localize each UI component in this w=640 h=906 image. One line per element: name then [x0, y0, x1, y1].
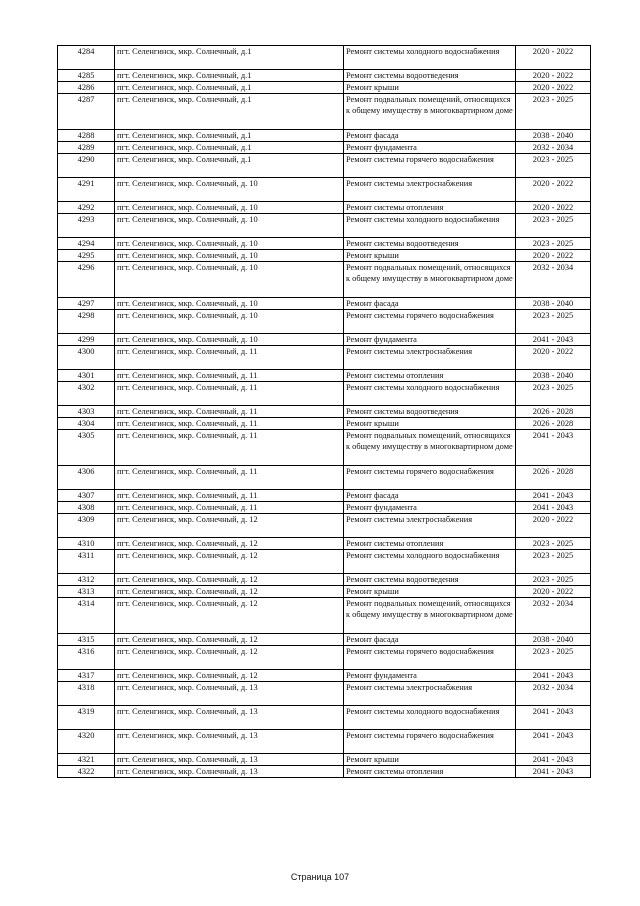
- table-row: [58, 502, 591, 514]
- cell-num: 4302: [58, 382, 115, 406]
- cell-work: Ремонт системы водоотведения: [344, 238, 516, 250]
- cell-period: 2020 - 2022: [516, 346, 591, 370]
- cell-period: 2041 - 2043: [516, 706, 591, 730]
- table-row: [58, 154, 591, 178]
- cell-address: пгт. Селенгинск, мкр. Солнечный, д. 12: [115, 598, 344, 634]
- cell-address: пгт. Селенгинск, мкр. Солнечный, д.1: [115, 130, 344, 142]
- table-row: [58, 766, 591, 778]
- cell-address: пгт. Селенгинск, мкр. Солнечный, д. 13: [115, 730, 344, 754]
- cell-period: 2020 - 2022: [516, 70, 591, 82]
- cell-num: 4293: [58, 214, 115, 238]
- cell-work: Ремонт крыши: [344, 418, 516, 430]
- table-row: [58, 370, 591, 382]
- table-row: [58, 514, 591, 538]
- cell-num: 4297: [58, 298, 115, 310]
- cell-period: 2026 - 2028: [516, 466, 591, 490]
- cell-work: Ремонт системы электроснабжения: [344, 514, 516, 538]
- cell-address: пгт. Селенгинск, мкр. Солнечный, д. 12: [115, 646, 344, 670]
- table-row: [58, 178, 591, 202]
- cell-address: пгт. Селенгинск, мкр. Солнечный, д. 11: [115, 370, 344, 382]
- table-row: [58, 406, 591, 418]
- table-row: [58, 298, 591, 310]
- cell-work: Ремонт системы холодного водоснабжения: [344, 382, 516, 406]
- page-number: Страница 107: [290, 872, 350, 882]
- cell-num: 4320: [58, 730, 115, 754]
- cell-address: пгт. Селенгинск, мкр. Солнечный, д. 10: [115, 250, 344, 262]
- cell-address: пгт. Селенгинск, мкр. Солнечный, д. 11: [115, 430, 344, 466]
- cell-num: 4303: [58, 406, 115, 418]
- cell-num: 4286: [58, 82, 115, 94]
- cell-period: 2020 - 2022: [516, 514, 591, 538]
- cell-period: 2041 - 2043: [516, 766, 591, 778]
- cell-num: 4314: [58, 598, 115, 634]
- table-row: [58, 46, 591, 70]
- cell-address: пгт. Селенгинск, мкр. Солнечный, д. 13: [115, 706, 344, 730]
- cell-address: пгт. Селенгинск, мкр. Солнечный, д. 10: [115, 262, 344, 298]
- cell-address: пгт. Селенгинск, мкр. Солнечный, д. 12: [115, 550, 344, 574]
- cell-num: 4306: [58, 466, 115, 490]
- cell-num: 4310: [58, 538, 115, 550]
- table-row: [58, 490, 591, 502]
- cell-num: 4315: [58, 634, 115, 646]
- cell-period: 2038 - 2040: [516, 298, 591, 310]
- cell-num: 4313: [58, 586, 115, 598]
- cell-period: 2032 - 2034: [516, 262, 591, 298]
- cell-work: Ремонт системы электроснабжения: [344, 178, 516, 202]
- cell-period: 2038 - 2040: [516, 634, 591, 646]
- cell-address: пгт. Селенгинск, мкр. Солнечный, д. 13: [115, 754, 344, 766]
- cell-address: пгт. Селенгинск, мкр. Солнечный, д. 12: [115, 514, 344, 538]
- cell-period: 2023 - 2025: [516, 154, 591, 178]
- cell-work: Ремонт системы горячего водоснабжения: [344, 310, 516, 334]
- cell-num: 4287: [58, 94, 115, 130]
- cell-work: Ремонт крыши: [344, 82, 516, 94]
- cell-num: 4304: [58, 418, 115, 430]
- cell-work: Ремонт системы холодного водоснабжения: [344, 46, 516, 70]
- cell-period: 2023 - 2025: [516, 238, 591, 250]
- table-body: [58, 46, 591, 778]
- cell-work: Ремонт фундамента: [344, 502, 516, 514]
- cell-period: 2026 - 2028: [516, 418, 591, 430]
- cell-address: пгт. Селенгинск, мкр. Солнечный, д.1: [115, 82, 344, 94]
- table-row: [58, 82, 591, 94]
- works-table-container: [57, 45, 590, 778]
- cell-work: Ремонт фундамента: [344, 670, 516, 682]
- cell-period: 2020 - 2022: [516, 250, 591, 262]
- cell-work: Ремонт фундамента: [344, 142, 516, 154]
- cell-address: пгт. Селенгинск, мкр. Солнечный, д. 10: [115, 238, 344, 250]
- cell-num: 4288: [58, 130, 115, 142]
- table-row: [58, 538, 591, 550]
- cell-period: 2032 - 2034: [516, 142, 591, 154]
- cell-address: пгт. Селенгинск, мкр. Солнечный, д.1: [115, 94, 344, 130]
- cell-num: 4292: [58, 202, 115, 214]
- cell-address: пгт. Селенгинск, мкр. Солнечный, д. 10: [115, 298, 344, 310]
- cell-address: пгт. Селенгинск, мкр. Солнечный, д. 10: [115, 334, 344, 346]
- cell-num: 4298: [58, 310, 115, 334]
- table-row: [58, 250, 591, 262]
- cell-work: Ремонт системы холодного водоснабжения: [344, 550, 516, 574]
- table-row: [58, 130, 591, 142]
- cell-work: Ремонт подвальных помещений, относящихся к общему имуществу в многоквартирном доме: [344, 430, 516, 466]
- cell-num: 4317: [58, 670, 115, 682]
- table-row: [58, 466, 591, 490]
- cell-address: пгт. Селенгинск, мкр. Солнечный, д. 12: [115, 574, 344, 586]
- table-row: [58, 730, 591, 754]
- cell-address: пгт. Селенгинск, мкр. Солнечный, д. 10: [115, 202, 344, 214]
- cell-address: пгт. Селенгинск, мкр. Солнечный, д. 12: [115, 586, 344, 598]
- cell-work: Ремонт системы водоотведения: [344, 574, 516, 586]
- cell-period: 2023 - 2025: [516, 646, 591, 670]
- table-row: [58, 574, 591, 586]
- cell-address: пгт. Селенгинск, мкр. Солнечный, д. 11: [115, 466, 344, 490]
- table-row: [58, 670, 591, 682]
- cell-num: 4322: [58, 766, 115, 778]
- table-row: [58, 70, 591, 82]
- cell-work: Ремонт подвальных помещений, относящихся к общему имуществу в многоквартирном доме: [344, 598, 516, 634]
- cell-period: 2041 - 2043: [516, 502, 591, 514]
- cell-work: Ремонт системы отопления: [344, 370, 516, 382]
- table-row: [58, 334, 591, 346]
- cell-period: 2023 - 2025: [516, 310, 591, 334]
- table-row: [58, 550, 591, 574]
- cell-period: 2020 - 2022: [516, 586, 591, 598]
- cell-period: 2038 - 2040: [516, 130, 591, 142]
- cell-num: 4309: [58, 514, 115, 538]
- cell-work: Ремонт системы электроснабжения: [344, 346, 516, 370]
- table-row: [58, 646, 591, 670]
- cell-address: пгт. Селенгинск, мкр. Солнечный, д. 11: [115, 382, 344, 406]
- cell-period: 2020 - 2022: [516, 82, 591, 94]
- table-row: [58, 202, 591, 214]
- cell-work: Ремонт системы водоотведения: [344, 406, 516, 418]
- cell-work: Ремонт фасада: [344, 490, 516, 502]
- cell-address: пгт. Селенгинск, мкр. Солнечный, д. 10: [115, 310, 344, 334]
- cell-period: 2023 - 2025: [516, 382, 591, 406]
- cell-address: пгт. Селенгинск, мкр. Солнечный, д.1: [115, 154, 344, 178]
- cell-work: Ремонт крыши: [344, 586, 516, 598]
- table-row: [58, 598, 591, 634]
- cell-address: пгт. Селенгинск, мкр. Солнечный, д. 12: [115, 538, 344, 550]
- capital-repair-table: [57, 45, 591, 778]
- cell-address: пгт. Селенгинск, мкр. Солнечный, д. 12: [115, 670, 344, 682]
- table-row: [58, 238, 591, 250]
- cell-address: пгт. Селенгинск, мкр. Солнечный, д. 10: [115, 214, 344, 238]
- cell-work: Ремонт системы электроснабжения: [344, 682, 516, 706]
- table-row: [58, 634, 591, 646]
- cell-work: Ремонт фасада: [344, 634, 516, 646]
- cell-period: 2023 - 2025: [516, 214, 591, 238]
- cell-address: пгт. Селенгинск, мкр. Солнечный, д.1: [115, 70, 344, 82]
- table-row: [58, 262, 591, 298]
- cell-period: 2020 - 2022: [516, 202, 591, 214]
- table-row: [58, 754, 591, 766]
- cell-num: 4301: [58, 370, 115, 382]
- table-row: [58, 430, 591, 466]
- cell-num: 4285: [58, 70, 115, 82]
- cell-period: 2032 - 2034: [516, 682, 591, 706]
- cell-address: пгт. Селенгинск, мкр. Солнечный, д. 11: [115, 490, 344, 502]
- cell-address: пгт. Селенгинск, мкр. Солнечный, д. 11: [115, 406, 344, 418]
- cell-period: 2023 - 2025: [516, 94, 591, 130]
- cell-period: 2041 - 2043: [516, 490, 591, 502]
- cell-address: пгт. Селенгинск, мкр. Солнечный, д. 11: [115, 346, 344, 370]
- cell-period: 2041 - 2043: [516, 754, 591, 766]
- cell-address: пгт. Селенгинск, мкр. Солнечный, д. 11: [115, 418, 344, 430]
- cell-work: Ремонт системы холодного водоснабжения: [344, 214, 516, 238]
- cell-num: 4308: [58, 502, 115, 514]
- cell-work: Ремонт системы отопления: [344, 766, 516, 778]
- table-row: [58, 310, 591, 334]
- cell-period: 2023 - 2025: [516, 538, 591, 550]
- cell-num: 4319: [58, 706, 115, 730]
- table-row: [58, 142, 591, 154]
- cell-work: Ремонт системы горячего водоснабжения: [344, 466, 516, 490]
- cell-address: пгт. Селенгинск, мкр. Солнечный, д.1: [115, 46, 344, 70]
- cell-period: 2041 - 2043: [516, 730, 591, 754]
- cell-num: 4299: [58, 334, 115, 346]
- cell-num: 4316: [58, 646, 115, 670]
- cell-num: 4311: [58, 550, 115, 574]
- cell-address: пгт. Селенгинск, мкр. Солнечный, д. 11: [115, 502, 344, 514]
- cell-work: Ремонт крыши: [344, 250, 516, 262]
- table-row: [58, 346, 591, 370]
- cell-num: 4300: [58, 346, 115, 370]
- cell-num: 4291: [58, 178, 115, 202]
- table-row: [58, 418, 591, 430]
- cell-work: Ремонт подвальных помещений, относящихся к общему имуществу в многоквартирном доме: [344, 94, 516, 130]
- cell-num: 4307: [58, 490, 115, 502]
- cell-address: пгт. Селенгинск, мкр. Солнечный, д. 13: [115, 766, 344, 778]
- cell-num: 4305: [58, 430, 115, 466]
- table-row: [58, 214, 591, 238]
- cell-work: Ремонт системы горячего водоснабжения: [344, 154, 516, 178]
- table-row: [58, 382, 591, 406]
- cell-address: пгт. Селенгинск, мкр. Солнечный, д.1: [115, 142, 344, 154]
- cell-num: 4318: [58, 682, 115, 706]
- cell-period: 2038 - 2040: [516, 370, 591, 382]
- table-row: [58, 94, 591, 130]
- cell-num: 4290: [58, 154, 115, 178]
- cell-work: Ремонт подвальных помещений, относящихся к общему имуществу в многоквартирном доме: [344, 262, 516, 298]
- cell-period: 2041 - 2043: [516, 670, 591, 682]
- cell-period: 2020 - 2022: [516, 178, 591, 202]
- cell-work: Ремонт фасада: [344, 298, 516, 310]
- cell-period: 2023 - 2025: [516, 550, 591, 574]
- cell-num: 4296: [58, 262, 115, 298]
- cell-period: 2041 - 2043: [516, 334, 591, 346]
- cell-work: Ремонт крыши: [344, 754, 516, 766]
- cell-address: пгт. Селенгинск, мкр. Солнечный, д. 10: [115, 178, 344, 202]
- cell-work: Ремонт системы горячего водоснабжения: [344, 730, 516, 754]
- cell-work: Ремонт системы водоотведения: [344, 70, 516, 82]
- cell-period: 2041 - 2043: [516, 430, 591, 466]
- cell-work: Ремонт системы холодного водоснабжения: [344, 706, 516, 730]
- cell-num: 4284: [58, 46, 115, 70]
- cell-period: 2023 - 2025: [516, 574, 591, 586]
- cell-work: Ремонт фасада: [344, 130, 516, 142]
- table-row: [58, 586, 591, 598]
- cell-work: Ремонт системы отопления: [344, 538, 516, 550]
- cell-num: 4294: [58, 238, 115, 250]
- cell-work: Ремонт фундамента: [344, 334, 516, 346]
- cell-period: 2032 - 2034: [516, 598, 591, 634]
- cell-num: 4321: [58, 754, 115, 766]
- cell-num: 4295: [58, 250, 115, 262]
- cell-num: 4312: [58, 574, 115, 586]
- cell-address: пгт. Селенгинск, мкр. Солнечный, д. 13: [115, 682, 344, 706]
- cell-period: 2020 - 2022: [516, 46, 591, 70]
- table-row: [58, 706, 591, 730]
- cell-period: 2026 - 2028: [516, 406, 591, 418]
- cell-work: Ремонт системы горячего водоснабжения: [344, 646, 516, 670]
- cell-num: 4289: [58, 142, 115, 154]
- cell-work: Ремонт системы отопления: [344, 202, 516, 214]
- cell-address: пгт. Селенгинск, мкр. Солнечный, д. 12: [115, 634, 344, 646]
- table-row: [58, 682, 591, 706]
